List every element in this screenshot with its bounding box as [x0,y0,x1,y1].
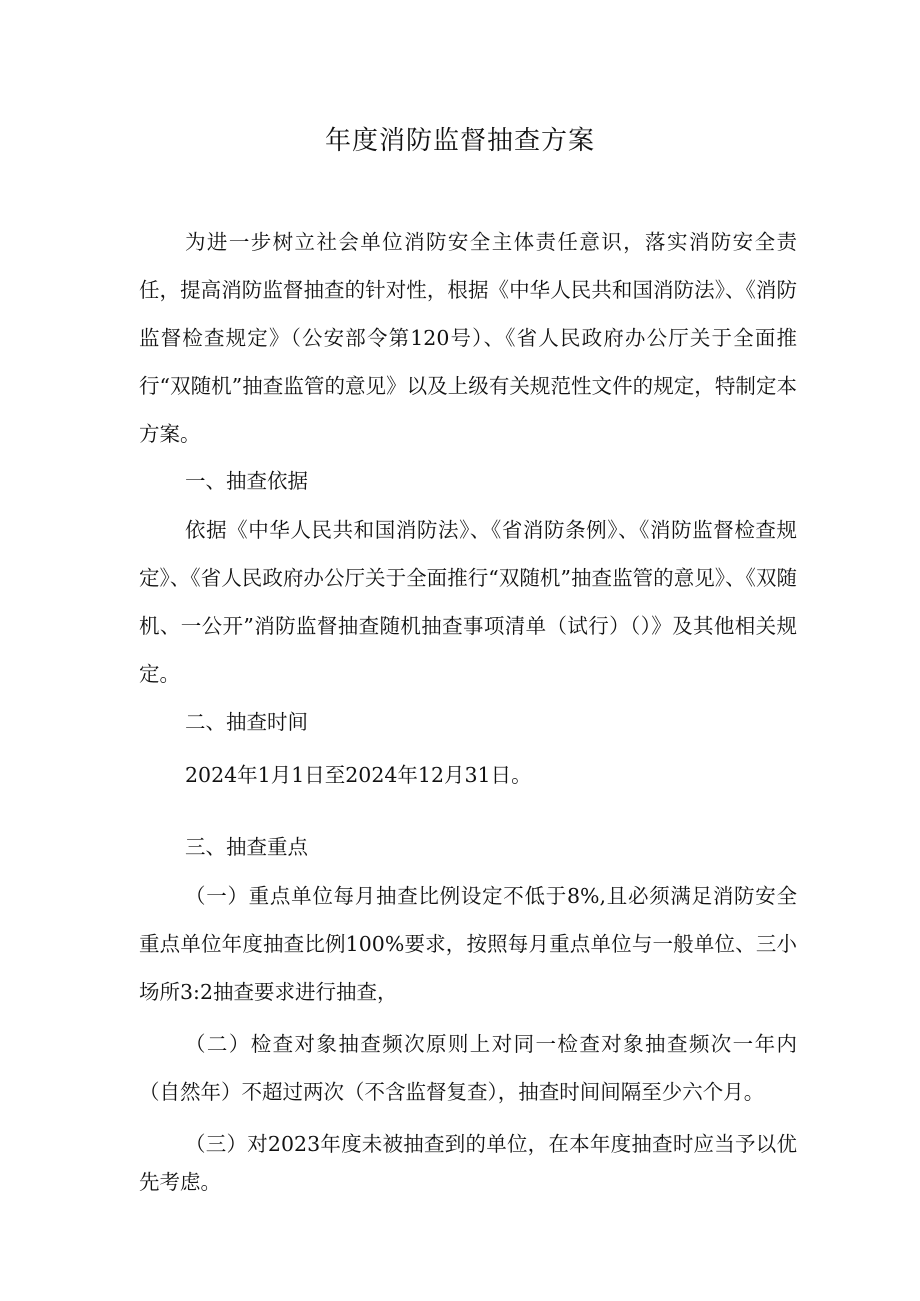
section-2-body: 2024年1月1日至2024年12月31日。 [185,763,532,787]
document-title: 年度消防监督抽查方案 [324,126,595,156]
section-3-item-2: （二）检查对象抽查频次原则上对同一检查对象抽查频次一年内（自然年）不超过两次（不含监督复查），抽查时间间隔至少六个月。 [139,1032,797,1104]
section-1-heading: 一、抽查依据 [185,469,308,493]
intro-paragraph: 为进一步树立社会单位消防安全主体责任意识，落实消防安全责任，提高消防监督抽查的针对性，根据《中华人民共和国消防法》、《消防监督检查规定》（公安部令第120号）、《省人民政府办公厅关于全面推行“双随机”抽查监管的意见》以及上级有关规范性文件的规定，特制定本方案。 [139,230,797,446]
section-3-item-1: （一）重点单位每月抽查比例设定不低于8%,且必须满足消防安全重点单位年度抽查比例100%要求，按照每月重点单位与一般单位、三小场所3:2抽查要求进行抽查， [139,884,797,1004]
section-3-heading: 三、抽查重点 [185,835,308,859]
section-2-heading: 二、抽查时间 [185,710,308,734]
section-3-item-3: （三）对2023年度未被抽查到的单位，在本年度抽查时应当予以优先考虑。 [139,1132,797,1194]
section-1-body: 依据《中华人民共和国消防法》、《省消防条例》、《消防监督检查规定》、《省人民政府办公厅关于全面推行“双随机”抽查监管的意见》、《双随机、一公开”消防监督抽查随机抽查事项清单（试行）（）》及其他相关规定。 [139,518,797,686]
